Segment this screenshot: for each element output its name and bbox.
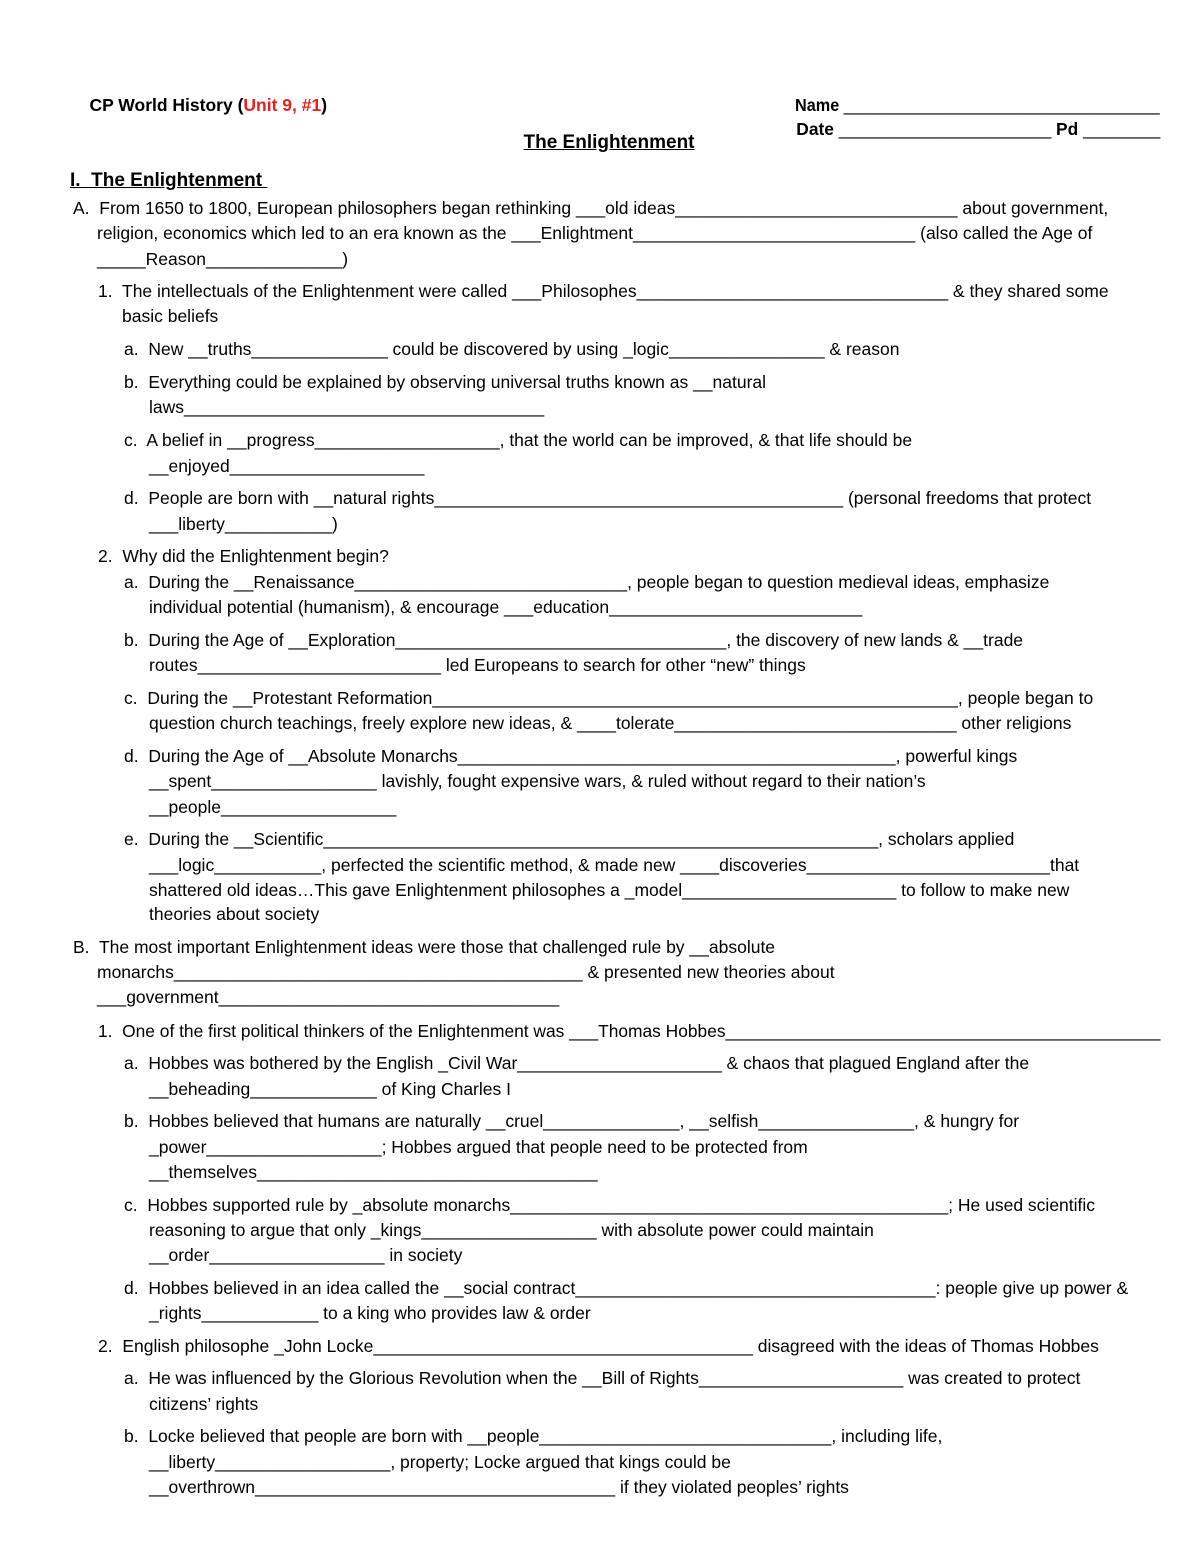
text-line: d. Hobbes believed in an idea called the __social contract_____________________________________: people give up power & bbox=[124, 1278, 1129, 1298]
text-line: B. The most important Enlightenment ideas were those that challenged rule by __absolute bbox=[73, 937, 776, 957]
date-label: Date bbox=[796, 119, 834, 139]
text-line: reasoning to argue that only _kings__________________ with absolute power could maintain bbox=[149, 1220, 874, 1240]
text-line: 2. English philosophe _John Locke_______________________________________ disagreed with the ideas of Thomas Hobbes bbox=[98, 1336, 1099, 1356]
name-label: Name bbox=[795, 95, 840, 115]
text-line: c. During the __Protestant Reformation______________________________________________________, people began to bbox=[124, 688, 1094, 708]
text-line: a. During the __Renaissance____________________________, people began to question medieval ideas, emphasize bbox=[124, 572, 1050, 592]
text-line: theories about society bbox=[149, 904, 320, 924]
course-name: CP World History bbox=[89, 95, 233, 115]
text-line: __enjoyed____________________ bbox=[149, 456, 425, 476]
text-line: _power__________________; Hobbes argued that people need to be protected from bbox=[149, 1137, 808, 1157]
text-line: 1. The intellectuals of the Enlightenment were called ___Philosophes________________________________ & they shared some bbox=[98, 281, 1109, 301]
text-line: question church teachings, freely explore new ideas, & ____tolerate_____________________________ other religions bbox=[149, 713, 1072, 733]
text-line: a. Hobbes was bothered by the English _Civil War_____________________ & chaos that plagued England after the bbox=[124, 1053, 1030, 1073]
name-blank: ___________________________________ bbox=[839, 95, 1160, 115]
text-line: __themselves___________________________________ bbox=[149, 1162, 598, 1182]
text-line: religion, economics which led to an era known as the ___Enlightment_____________________________ (also called the Age of bbox=[97, 223, 1093, 243]
unit-number: Unit 9, #1 bbox=[243, 95, 322, 115]
text-line: c. A belief in __progress___________________, that the world can be improved, & that life should be bbox=[124, 430, 913, 450]
text-line: d. During the Age of __Absolute Monarchs_____________________________________________, powerful kings bbox=[124, 746, 1018, 766]
page-title: The Enlightenment bbox=[523, 132, 695, 153]
text-line: individual potential (humanism), & encourage ___education__________________________ bbox=[149, 597, 863, 617]
text-line: c. Hobbes supported rule by _absolute monarchs_____________________________________________; He used scientific bbox=[124, 1195, 1096, 1215]
text-line: __spent_________________ lavishly, fought expensive wars, & ruled without regard to their nation’s bbox=[149, 771, 926, 791]
text-line: monarchs__________________________________________ & presented new theories about bbox=[97, 962, 835, 982]
text-line: ___liberty___________) bbox=[149, 514, 338, 534]
text-line: e. During the __Scientific_________________________________________________________, scholars applied bbox=[124, 829, 1015, 849]
text-line: b. Hobbes believed that humans are naturally __cruel______________, __selfish________________, & hungry for bbox=[124, 1111, 1020, 1131]
text-line: 1. One of the first political thinkers of the Enlightenment was ___Thomas Hobbes_____________________________________________ bbox=[98, 1021, 1161, 1041]
text-line: a. New __truths______________ could be discovered by using _logic________________ & reason bbox=[124, 339, 900, 359]
text-line: _____Reason______________) bbox=[97, 249, 349, 269]
text-line: __people__________________ bbox=[149, 797, 397, 817]
text-line: ___logic___________, perfected the scientific method, & made new ____discoveries_________________________that bbox=[149, 855, 1080, 875]
text-line: 2. Why did the Enlightenment begin? bbox=[98, 546, 389, 566]
text-line: A. From 1650 to 1800, European philosophers began rethinking ___old ideas_____________________________ about government, bbox=[73, 198, 1109, 218]
section-heading: I. The Enlightenment bbox=[70, 170, 268, 191]
text-line: __liberty__________________, property; Locke argued that kings could be bbox=[149, 1452, 731, 1472]
text-line: d. People are born with __natural rights__________________________________________ (personal freedoms that protect bbox=[124, 488, 1092, 508]
text-line: b. Everything could be explained by observing universal truths known as __natural bbox=[124, 372, 767, 392]
text-line: __order__________________ in society bbox=[149, 1245, 463, 1265]
text-line: citizens’ rights bbox=[149, 1394, 259, 1414]
text-line: ___government___________________________________ bbox=[97, 987, 560, 1007]
period-label: Pd bbox=[1051, 119, 1079, 139]
text-line: __beheading_____________ of King Charles I bbox=[149, 1079, 511, 1099]
text-line: _rights____________ to a king who provides law & order bbox=[149, 1303, 591, 1323]
course-header: CP World History (Unit 9, #1) bbox=[89, 95, 328, 115]
text-line: routes_________________________ led Europeans to search for other “new” things bbox=[149, 655, 806, 675]
period-blank: ________ bbox=[1078, 119, 1161, 139]
text-line: __overthrown_____________________________________ if they violated peoples’ rights bbox=[149, 1477, 849, 1497]
text-line: b. Locke believed that people are born with __people______________________________, including life, bbox=[124, 1426, 943, 1446]
text-line: b. During the Age of __Exploration__________________________________, the discovery of new lands & __trade bbox=[124, 630, 1024, 650]
text-line: laws_____________________________________ bbox=[149, 397, 545, 417]
text-line: basic beliefs bbox=[122, 306, 219, 326]
text-line: shattered old ideas…This gave Enlightenment philosophes a _model______________________ to follow to make new bbox=[149, 880, 1070, 900]
date-blank: ______________________ bbox=[833, 119, 1052, 139]
text-line: a. He was influenced by the Glorious Revolution when the __Bill of Rights_____________________ was created to protect bbox=[124, 1368, 1081, 1388]
